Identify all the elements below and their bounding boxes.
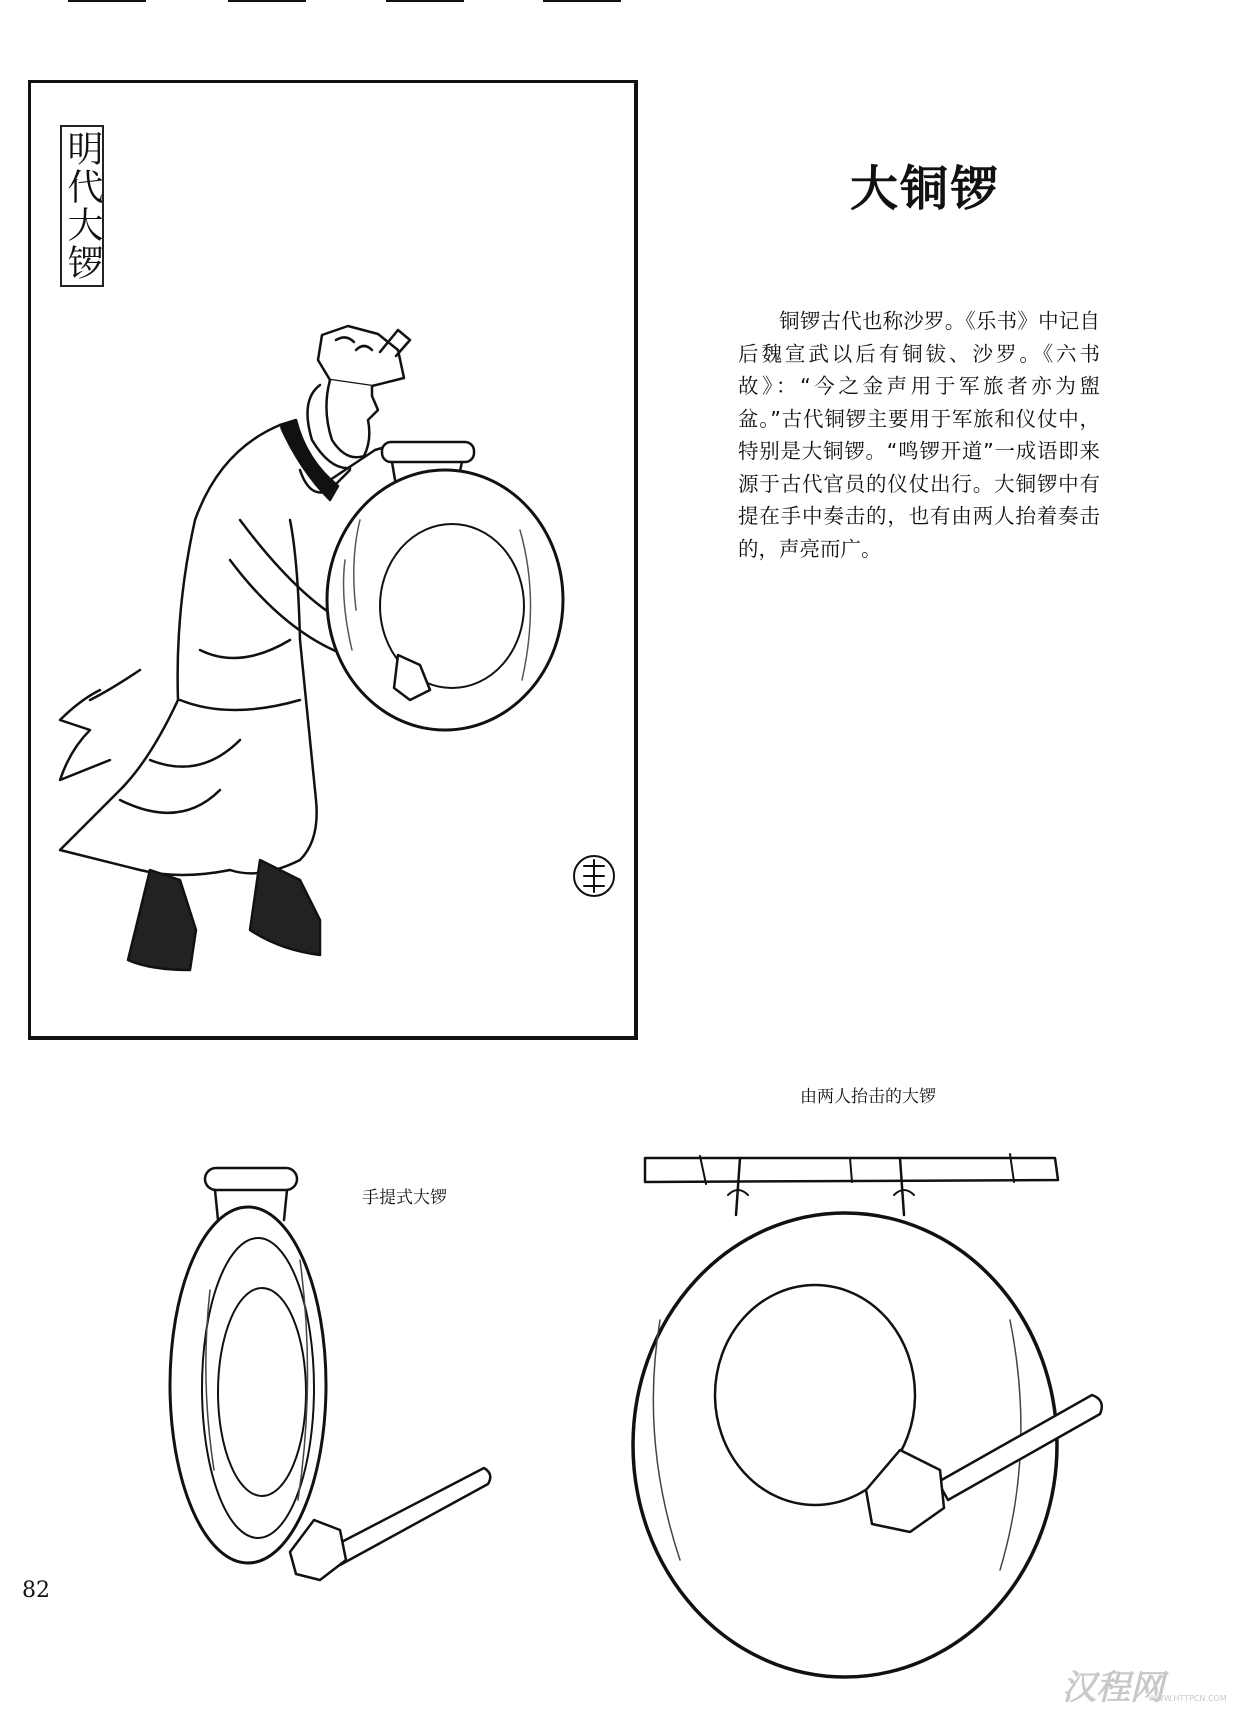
vertical-label: 明代大锣	[62, 130, 103, 282]
body-paragraph: 铜锣古代也称沙罗。《乐书》中记自后魏宣武以后有铜钹、沙罗。《六书故》：“今之金声用于军旅者亦为盥盆。”古代铜锣主要用于军旅和仪仗中，特别是大铜锣。“鸣锣开道”一成语即来源于古代官员的仪仗出行。大铜锣中有提在手中奏击的，也有由两人抬着奏击的，声亮而广。	[738, 309, 1100, 561]
caption-handheld-gong: 手提式大锣	[362, 1188, 447, 1208]
watermark-url: WWW.HTTPCN.COM	[1148, 1694, 1227, 1703]
page-number: 82	[22, 1578, 50, 1603]
page-title: 大铜锣	[850, 161, 1001, 217]
watermark-logo: 汉程网	[1062, 1668, 1164, 1708]
caption-two-person-gong: 由两人抬击的大锣	[800, 1087, 936, 1107]
